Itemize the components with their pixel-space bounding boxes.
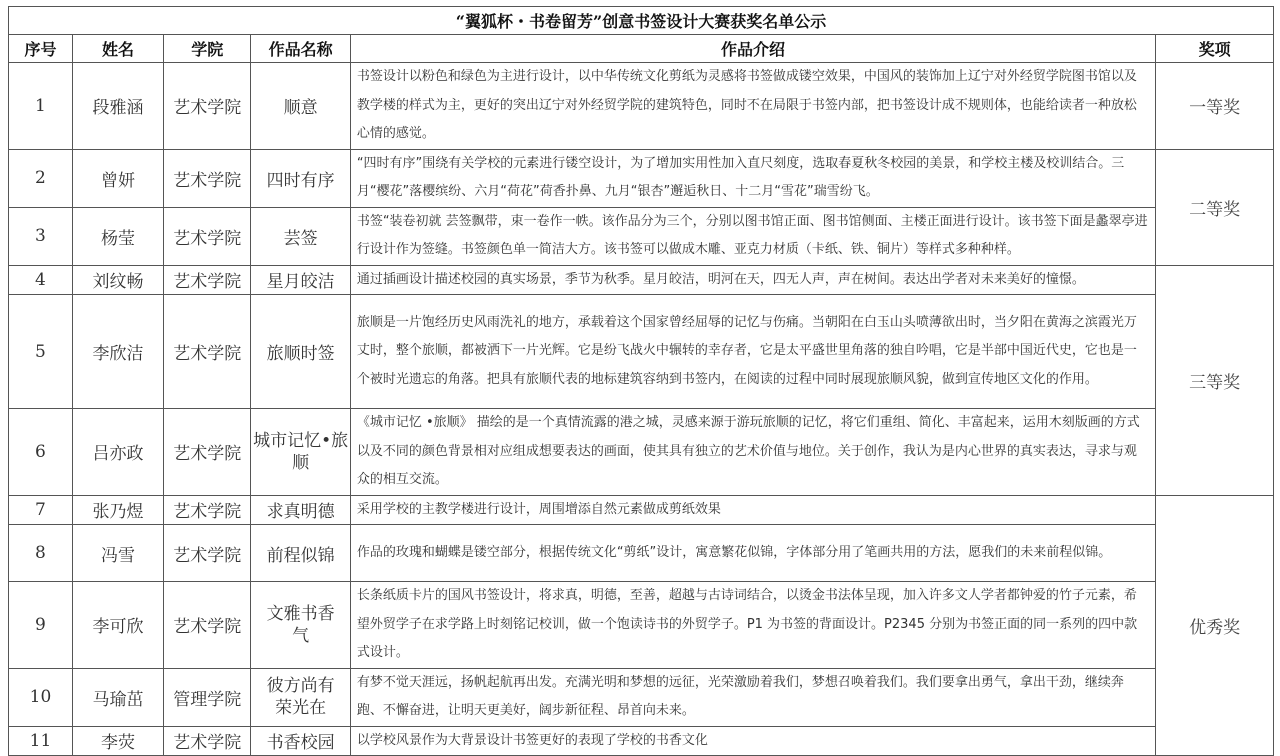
cell-work: 城市记忆•旅顺 — [251, 409, 350, 496]
cell-college: 艺术学院 — [164, 525, 251, 582]
table-row — [9, 668, 1274, 726]
table-row — [9, 295, 1274, 409]
cell-work: 四时有序 — [251, 149, 350, 207]
header-work: 作品名称 — [251, 35, 350, 63]
award-list-table — [8, 6, 1274, 756]
cell-name: 张乃煜 — [72, 495, 163, 525]
cell-name: 李荧 — [72, 726, 163, 756]
cell-intro: 书签“装卷初就 芸签飘带，束一卷作一帙。该作品分为三个，分别以图书馆正面、图书馆侧面、主楼正面进行设计。该书签下面是蠡翠亭进行设计作为签缝。书签颜色单一简洁大方。该书签可以做成木雕、亚克力材质（卡纸、铁、铜片）等样式多种种样。 — [350, 207, 1155, 265]
table-row — [9, 63, 1274, 150]
cell-work: 文雅书香气 — [251, 582, 350, 669]
table-row — [9, 525, 1274, 582]
header-row — [9, 35, 1274, 63]
cell-name: 冯雪 — [72, 525, 163, 582]
cell-name: 刘纹畅 — [72, 265, 163, 295]
table-row — [9, 265, 1274, 295]
cell-name: 马瑜茁 — [72, 668, 163, 726]
cell-index: 11 — [9, 726, 73, 756]
cell-work: 旅顺时签 — [251, 295, 350, 409]
header-intro: 作品介绍 — [350, 35, 1155, 63]
cell-work: 彼方尚有荣光在 — [251, 668, 350, 726]
cell-name: 李可欣 — [72, 582, 163, 669]
cell-intro: 通过插画设计描述校园的真实场景，季节为秋季。星月皎洁，明河在天，四无人声，声在树间。表达出学者对未来美好的憧憬。 — [350, 265, 1155, 295]
cell-college: 艺术学院 — [164, 149, 251, 207]
cell-work: 芸签 — [251, 207, 350, 265]
page-title: “翼狐杯・书卷留芳”创意书签设计大赛获奖名单公示 — [9, 7, 1274, 35]
cell-work: 书香校园 — [251, 726, 350, 756]
cell-intro: 采用学校的主教学楼进行设计，周围增添自然元素做成剪纸效果 — [350, 495, 1155, 525]
header-award: 奖项 — [1156, 35, 1274, 63]
cell-index: 10 — [9, 668, 73, 726]
cell-college: 艺术学院 — [164, 63, 251, 150]
cell-name: 段雅涵 — [72, 63, 163, 150]
header-college: 学院 — [164, 35, 251, 63]
cell-name: 曾妍 — [72, 149, 163, 207]
cell-intro: 有梦不觉天涯远，扬帆起航再出发。充满光明和梦想的远征，光荣激励着我们，梦想召唤着我们。我们要拿出勇气，拿出干劲，继续奔跑、不懈奋进，让明天更美好，阔步新征程、昂首向未来。 — [350, 668, 1155, 726]
cell-name: 吕亦政 — [72, 409, 163, 496]
cell-college: 艺术学院 — [164, 495, 251, 525]
cell-work: 顺意 — [251, 63, 350, 150]
cell-work: 前程似锦 — [251, 525, 350, 582]
cell-index: 8 — [9, 525, 73, 582]
table-row — [9, 582, 1274, 669]
cell-index: 3 — [9, 207, 73, 265]
table-row — [9, 149, 1274, 207]
award-second: 二等奖 — [1156, 149, 1274, 265]
cell-intro: “四时有序”围绕有关学校的元素进行镂空设计，为了增加实用性加入直尺刻度，选取春夏秋冬校园的美景，和学校主楼及校训结合。三月“樱花”落樱缤纷、六月“荷花”荷香扑鼻、九月“银杏”邂逅秋日、十二月“雪花”瑞雪纷飞。 — [350, 149, 1155, 207]
cell-work: 星月皎洁 — [251, 265, 350, 295]
cell-intro: 以学校风景作为大背景设计书签更好的表现了学校的书香文化 — [350, 726, 1155, 756]
cell-intro: 旅顺是一片饱经历史风雨洗礼的地方，承载着这个国家曾经屈辱的记忆与伤痛。当朝阳在白玉山头喷薄欲出时，当夕阳在黄海之滨霞光万丈时，整个旅顺，都被洒下一片光辉。它是纷飞战火中辗转的幸存者，它是太平盛世里角落的独自吟唱，它是半部中国近代史，它也是一个被时光遗忘的角落。把具有旅顺代表的地标建筑容纳到书签内，在阅读的过程中同时展现旅顺风貌，做到宣传地区文化的作用。 — [350, 295, 1155, 409]
table-row — [9, 495, 1274, 525]
cell-college: 管理学院 — [164, 668, 251, 726]
cell-intro: 书签设计以粉色和绿色为主进行设计，以中华传统文化剪纸为灵感将书签做成镂空效果，中国风的装饰加上辽宁对外经贸学院图书馆以及教学楼的样式为主，更好的突出辽宁对外经贸学院的建筑特色，同时不在局限于书签内部，把书签设计成不规则体，也能给读者一种放松心情的感觉。 — [350, 63, 1155, 150]
cell-index: 7 — [9, 495, 73, 525]
cell-index: 4 — [9, 265, 73, 295]
header-name: 姓名 — [72, 35, 163, 63]
cell-intro: 作品的玫瑰和蝴蝶是镂空部分，根据传统文化“剪纸”设计，寓意繁花似锦，字体部分用了笔画共用的方法，愿我们的未来前程似锦。 — [350, 525, 1155, 582]
cell-work: 求真明德 — [251, 495, 350, 525]
cell-college: 艺术学院 — [164, 265, 251, 295]
cell-college: 艺术学院 — [164, 295, 251, 409]
cell-name: 李欣洁 — [72, 295, 163, 409]
cell-college: 艺术学院 — [164, 582, 251, 669]
table-row — [9, 409, 1274, 496]
award-excellent: 优秀奖 — [1156, 495, 1274, 756]
cell-index: 1 — [9, 63, 73, 150]
cell-index: 6 — [9, 409, 73, 496]
award-third: 三等奖 — [1156, 265, 1274, 495]
cell-index: 2 — [9, 149, 73, 207]
cell-index: 9 — [9, 582, 73, 669]
cell-college: 艺术学院 — [164, 207, 251, 265]
header-index: 序号 — [9, 35, 73, 63]
cell-name: 杨莹 — [72, 207, 163, 265]
cell-intro: 长条纸质卡片的国风书签设计，将求真，明德，至善，超越与古诗词结合，以烫金书法体呈现，加入许多文人学者都钟爱的竹子元素，希望外贸学子在求学路上时刻铭记校训，做一个饱读诗书的外贸学子。P1 为书签的背面设计。P2345 分别为书签正面的同一系列的四中款式设计。 — [350, 582, 1155, 669]
table-row — [9, 726, 1274, 756]
cell-college: 艺术学院 — [164, 409, 251, 496]
award-first: 一等奖 — [1156, 63, 1274, 150]
cell-index: 5 — [9, 295, 73, 409]
table-row — [9, 207, 1274, 265]
cell-college: 艺术学院 — [164, 726, 251, 756]
cell-intro: 《城市记忆 •旅顺》 描绘的是一个真情流露的港之城，灵感来源于游玩旅顺的记忆，将它们重组、简化、丰富起来，运用木刻版画的方式以及不同的颜色背景相对应组成想要表达的画面，使其具有独立的艺术价值与地位。关于创作，我认为是内心世界的真实表达，寻求与观众的相互交流。 — [350, 409, 1155, 496]
